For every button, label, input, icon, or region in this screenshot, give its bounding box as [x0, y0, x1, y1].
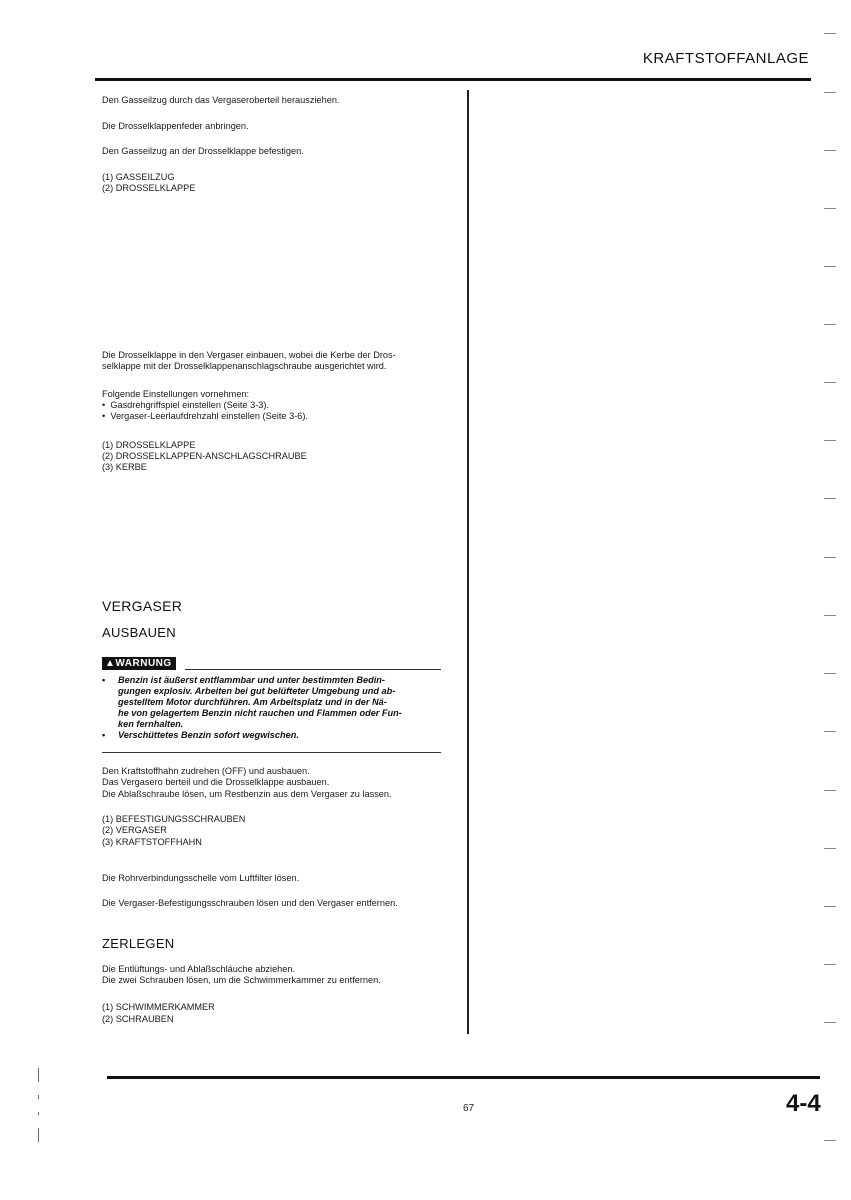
margin-tick	[824, 615, 836, 616]
margin-tick	[824, 1022, 836, 1023]
scan-mark	[38, 1128, 39, 1142]
margin-tick	[824, 848, 836, 849]
margin-tick	[824, 906, 836, 907]
margin-tick	[824, 266, 836, 267]
warning-box	[102, 675, 447, 741]
margin-tick	[824, 208, 836, 209]
warning-line: Benzin ist äußerst entflammbar und unter bestimmten Bedin-	[118, 675, 385, 685]
instruction-text: selklappe mit der Drosselklappenanschlagschraube ausgerichtet wird.	[102, 361, 387, 371]
margin-tick	[824, 150, 836, 151]
warning-line: gestelltem Motor durchführen. Am Arbeitsplatz und in der Nä-	[118, 697, 387, 707]
instruction-text: Die Drosselklappe in den Vergaser einbauen, wobei die Kerbe der Dros-	[102, 350, 396, 360]
part-label: (2) SCHRAUBEN	[102, 1014, 174, 1024]
margin-tick	[824, 673, 836, 674]
part-label: (2) DROSSELKLAPPE	[102, 183, 196, 193]
footer-rule	[107, 1076, 820, 1079]
margin-tick	[824, 731, 836, 732]
part-label: (3) KERBE	[102, 462, 147, 472]
part-label: (2) DROSSELKLAPPEN-ANSCHLAGSCHRAUBE	[102, 451, 307, 461]
warning-label: WARNUNG	[115, 658, 172, 669]
subsection-heading: ZERLEGEN	[102, 936, 175, 951]
part-label: (3) KRAFTSTOFFHAHN	[102, 837, 202, 847]
margin-tick	[824, 498, 836, 499]
section-title: KRAFTSTOFFANLAGE	[642, 50, 809, 67]
header-rule	[95, 78, 811, 81]
warning-rule	[185, 669, 441, 670]
margin-tick	[824, 1140, 836, 1141]
warning-line: Verschüttetes Benzin sofort wegwischen.	[118, 730, 299, 740]
part-label: (1) DROSSELKLAPPE	[102, 440, 196, 450]
subsection-heading: AUSBAUEN	[102, 625, 176, 640]
part-label: (1) SCHWIMMERKAMMER	[102, 1002, 215, 1012]
instruction-text: Die Drosselklappenfeder anbringen.	[102, 121, 249, 131]
instruction-text: Den Gasseilzug an der Drosselklappe befestigen.	[102, 146, 304, 156]
warning-rule	[102, 752, 441, 753]
instruction-text: Die Rohrverbindungsschelle vom Luftfilter lösen.	[102, 873, 300, 883]
part-label: (1) BEFESTIGUNGSSCHRAUBEN	[102, 814, 246, 824]
bullet-text: Gasdrehgriffspiel einstellen (Seite 3-3).	[110, 400, 269, 410]
page-number: 67	[463, 1103, 475, 1114]
margin-tick	[824, 382, 836, 383]
part-label: (1) GASSEILZUG	[102, 172, 175, 182]
instruction-text: Den Gasseilzug durch das Vergaseroberteil herausziehen.	[102, 95, 340, 105]
margin-tick	[824, 964, 836, 965]
instruction-text: Die Vergaser-Befestigungsschrauben lösen und den Vergaser entfernen.	[102, 898, 398, 908]
margin-tick	[824, 557, 836, 558]
instruction-text: Den Kraftstoffhahn zudrehen (OFF) und ausbauen.	[102, 766, 310, 776]
scan-mark	[38, 1112, 39, 1115]
warning-badge: ▲WARNUNG	[102, 657, 176, 670]
instruction-text: Die Ablaßschraube lösen, um Restbenzin aus dem Vergaser zu lassen.	[102, 789, 392, 799]
scan-mark	[38, 1095, 39, 1099]
part-label: (2) VERGASER	[102, 825, 167, 835]
instruction-text: Folgende Einstellungen vornehmen:	[102, 389, 250, 399]
column-divider	[467, 90, 469, 1034]
warning-line: he von gelagertem Benzin nicht rauchen und Flammen oder Fun-	[118, 708, 402, 718]
warning-line: gungen explosiv. Arbeiten bei gut belüfteter Umgebung und ab-	[118, 686, 396, 696]
warning-line: ken fernhalten.	[118, 719, 184, 729]
bullet-item: • Vergaser-Leerlaufdrehzahl einstellen (Seite 3-6).	[102, 411, 308, 421]
warning-item: • Benzin ist äußerst entflammbar und unter bestimmten Bedin- gungen explosiv. Arbeiten bei gut belüfteter Umgebung und ab- gestelltem Motor durchführen. Am Arbeitsplatz und in der Nä- he von gelagertem Benzin nicht rauchen und Flammen oder Fun- ken fernhalten.	[102, 675, 447, 730]
margin-tick	[824, 790, 836, 791]
section-heading: VERGASER	[102, 598, 183, 614]
margin-tick	[824, 324, 836, 325]
margin-tick	[824, 440, 836, 441]
warning-item: • Verschüttetes Benzin sofort wegwischen.	[102, 730, 299, 740]
instruction-text: Die Entlüftungs- und Ablaßschläuche abziehen.	[102, 964, 296, 974]
bullet-item: • Gasdrehgriffspiel einstellen (Seite 3-3).	[102, 400, 269, 410]
chapter-page-number: 4-4	[786, 1090, 821, 1117]
instruction-text: Die zwei Schrauben lösen, um die Schwimmerkammer zu entfernen.	[102, 975, 381, 985]
margin-tick	[824, 92, 836, 93]
bullet-text: Vergaser-Leerlaufdrehzahl einstellen (Seite 3-6).	[110, 411, 308, 421]
margin-tick	[824, 33, 836, 34]
instruction-text: Das Vergasero berteil und die Drosselklappe ausbauen.	[102, 777, 330, 787]
scan-mark	[38, 1068, 39, 1082]
